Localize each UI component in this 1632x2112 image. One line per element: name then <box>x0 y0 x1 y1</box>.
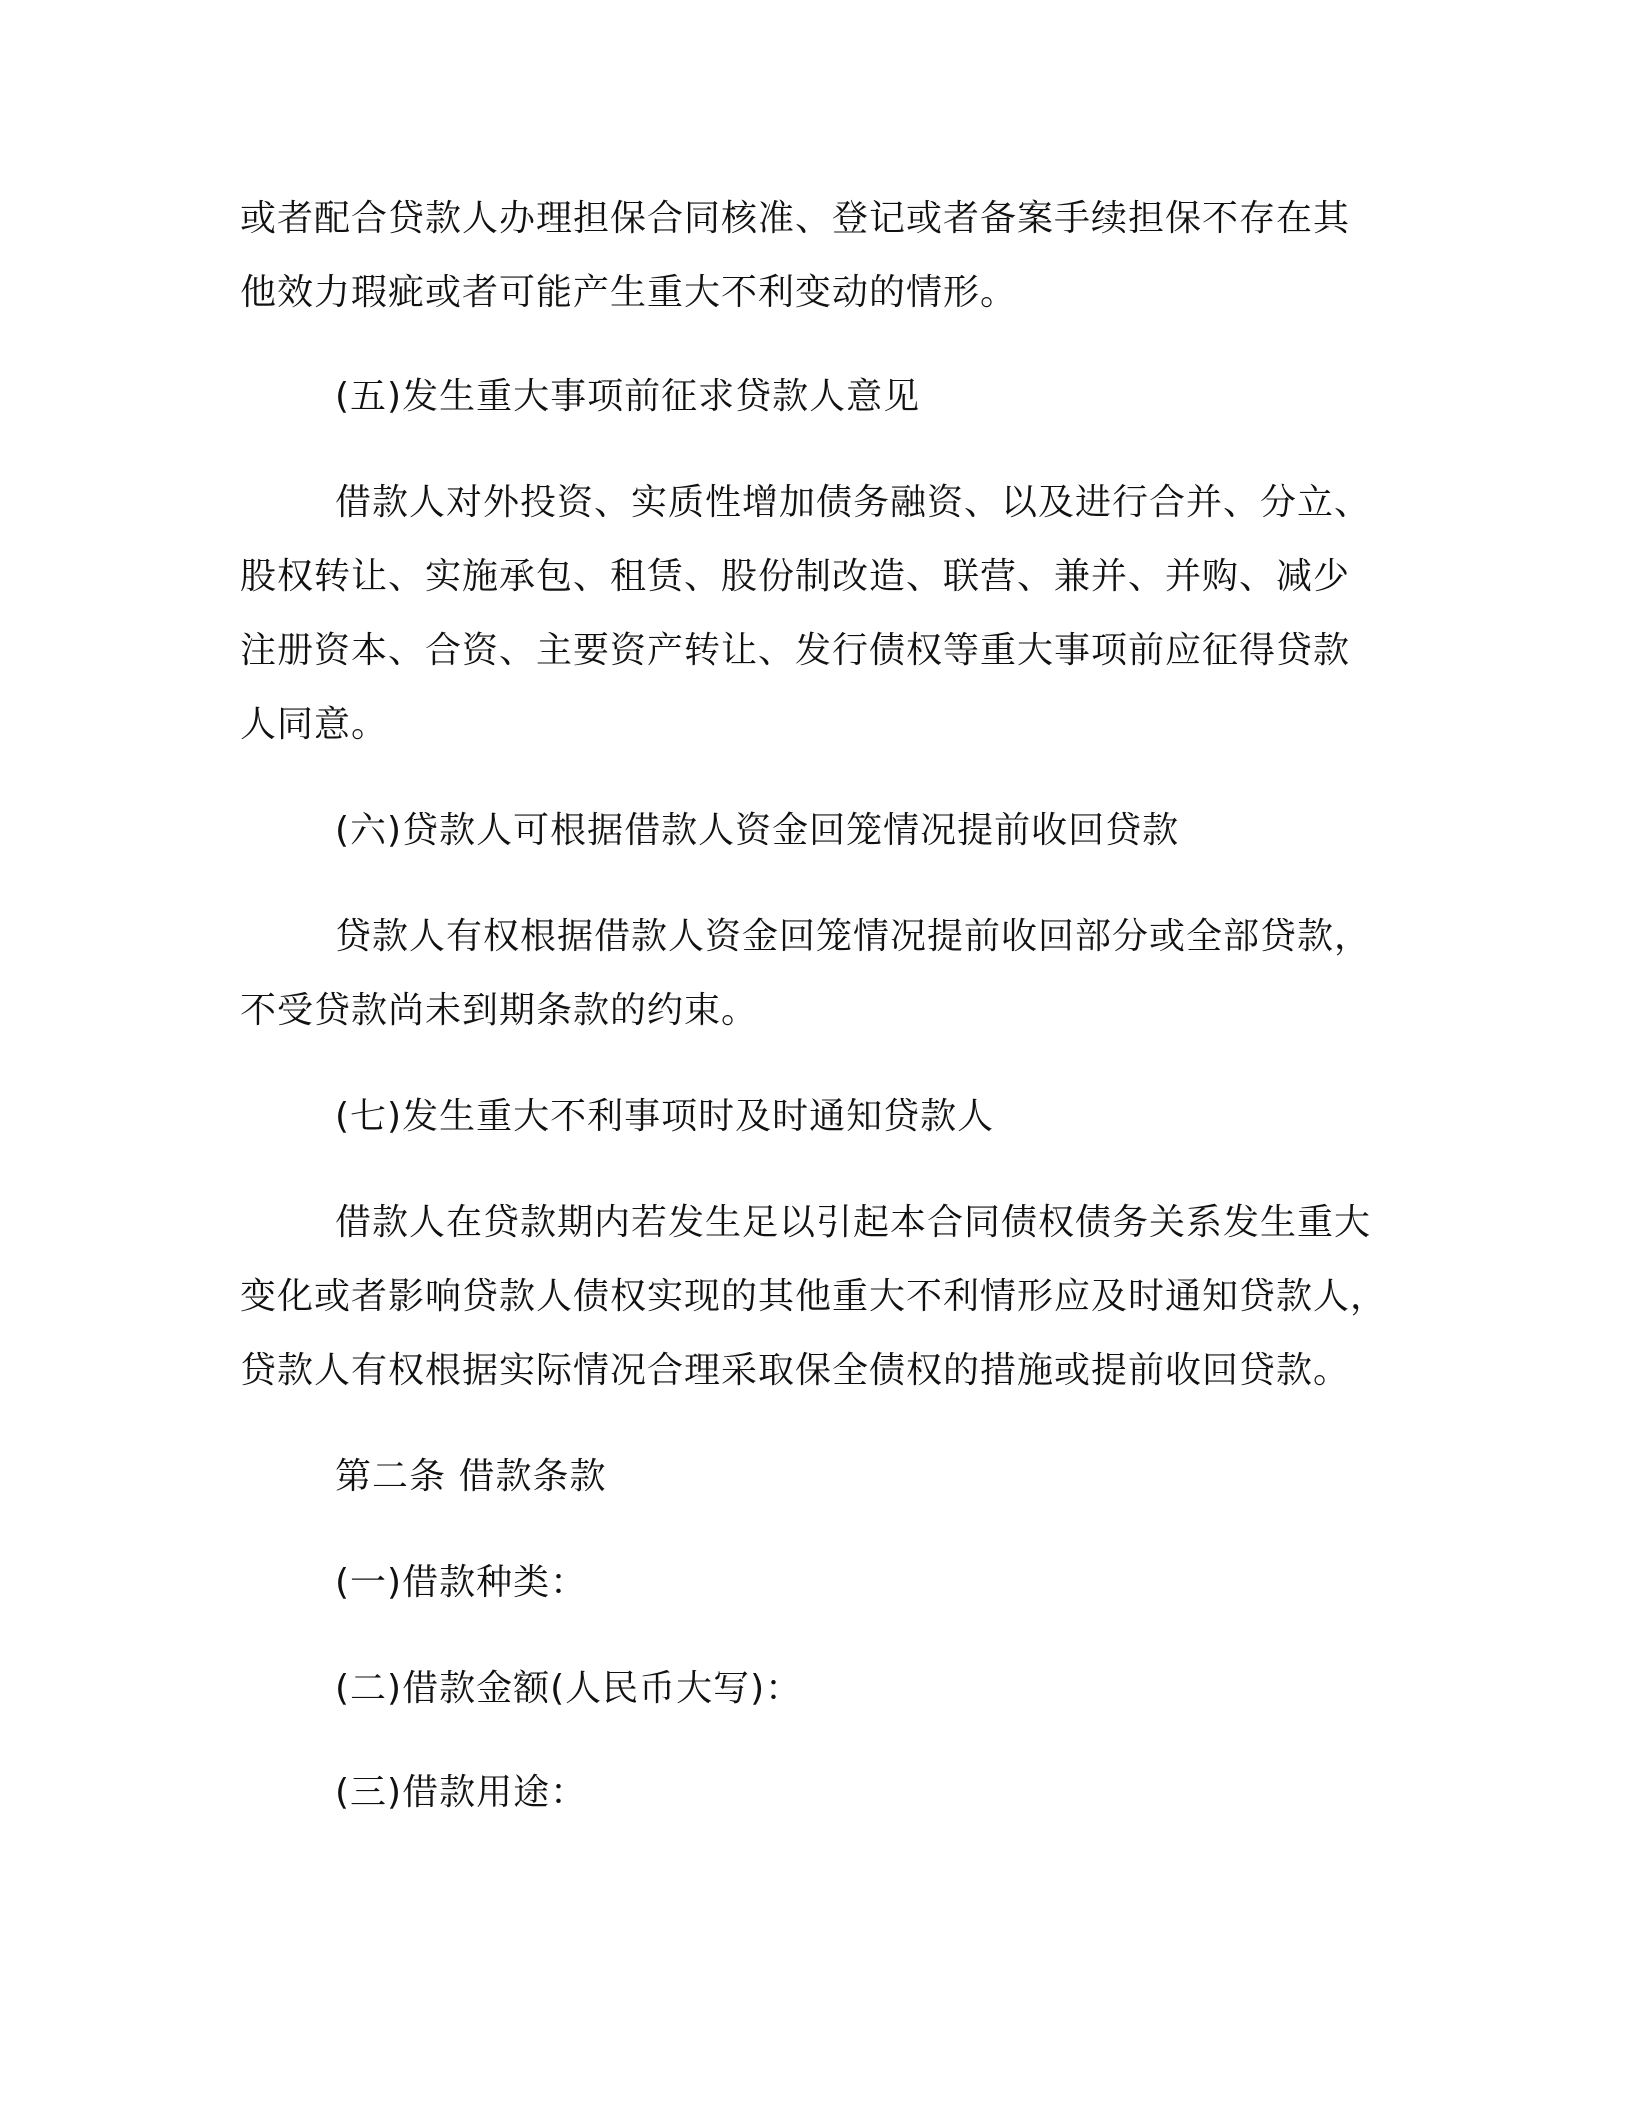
text-line: 股权转让、实施承包、租赁、股份制改造、联营、兼并、并购、减少 <box>240 556 1351 597</box>
section-heading-6 <box>240 794 1380 868</box>
text-line: 或者配合贷款人办理担保合同核准、登记或者备案手续担保不存在其 <box>240 198 1351 239</box>
paragraph-early-recovery <box>240 900 1380 1048</box>
loan-type-field <box>240 1546 1380 1620</box>
section-heading-7 <box>240 1080 1380 1154</box>
section-heading-5 <box>240 360 1380 434</box>
article-2-heading <box>240 1440 1380 1514</box>
heading-line: (七)发生重大不利事项时及时通知贷款人 <box>335 1096 995 1137</box>
heading-line: 第二条 借款条款 <box>335 1456 607 1497</box>
text-line: 变化或者影响贷款人债权实现的其他重大不利情形应及时通知贷款人， <box>240 1276 1388 1317</box>
field-label: (三)借款用途： <box>335 1772 588 1813</box>
loan-purpose-field <box>240 1756 1380 1830</box>
text-line: 贷款人有权根据实际情况合理采取保全债权的措施或提前收回贷款。 <box>240 1350 1351 1391</box>
text-line: 不受贷款尚未到期条款的约束。 <box>240 990 759 1031</box>
text-line: 借款人在贷款期内若发生足以引起本合同债权债务关系发生重大 <box>335 1202 1372 1243</box>
text-line: 人同意。 <box>240 704 389 745</box>
loan-amount-field <box>240 1652 1380 1726</box>
text-line: 他效力瑕疵或者可能产生重大不利变动的情形。 <box>240 272 1018 313</box>
field-label: (二)借款金额(人民币大写)： <box>335 1668 803 1709</box>
text-line: 借款人对外投资、实质性增加债务融资、以及进行合并、分立、 <box>335 482 1372 523</box>
text-line: 注册资本、合资、主要资产转让、发行债权等重大事项前应征得贷款 <box>240 630 1351 671</box>
heading-line: (六)贷款人可根据借款人资金回笼情况提前收回贷款 <box>335 810 1180 851</box>
heading-line: (五)发生重大事项前征求贷款人意见 <box>335 376 921 417</box>
field-label: (一)借款种类： <box>335 1562 588 1603</box>
paragraph-notification <box>240 1186 1388 1408</box>
paragraph-guarantee-continued <box>240 182 1380 330</box>
paragraph-major-matters <box>240 466 1380 762</box>
text-line: 贷款人有权根据借款人资金回笼情况提前收回部分或全部贷款， <box>335 916 1372 957</box>
